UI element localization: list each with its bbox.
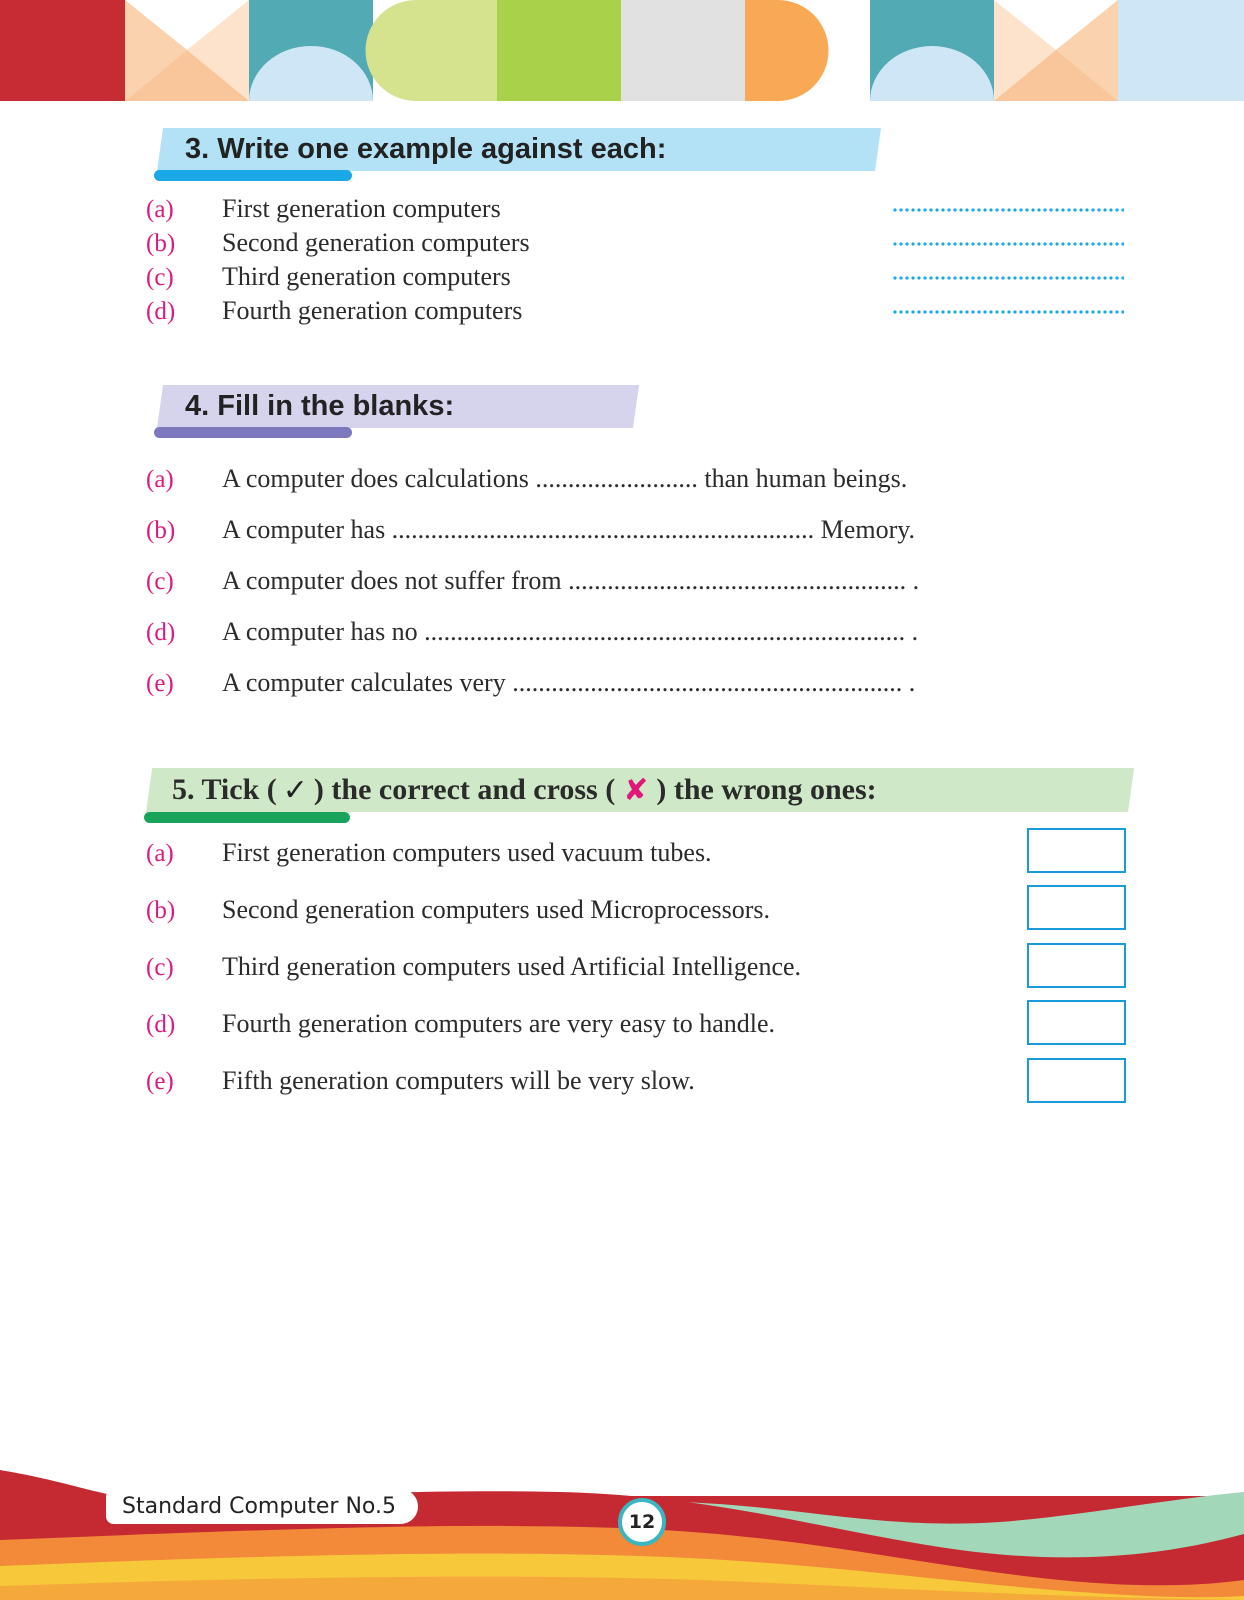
section-4-underline bbox=[154, 427, 352, 438]
answer-box[interactable] bbox=[1027, 828, 1126, 873]
item-letter: (c) bbox=[146, 568, 174, 595]
item-letter: (e) bbox=[146, 1068, 174, 1095]
item-letter: (b) bbox=[146, 517, 176, 544]
section-5-title-part2: ) the correct and cross ( bbox=[313, 773, 616, 806]
section-5-header bbox=[146, 768, 1134, 812]
list-item bbox=[146, 895, 770, 925]
item-text: Third generation computers used Artificial Intelligence. bbox=[222, 952, 802, 981]
answer-dotted-line[interactable] bbox=[892, 276, 1124, 280]
tick-icon: ✓ bbox=[282, 772, 308, 808]
item-text: Fourth generation computers are very easy to handle. bbox=[222, 1009, 776, 1038]
item-text[interactable]: A computer has no .......................................................................... . bbox=[222, 617, 919, 646]
section-3-title: 3. Write one example against each: bbox=[185, 133, 667, 165]
answer-dotted-line[interactable] bbox=[892, 208, 1124, 212]
item-letter: (a) bbox=[146, 466, 174, 493]
list-item bbox=[146, 668, 915, 698]
answer-dotted-line[interactable] bbox=[892, 310, 1124, 314]
list-item bbox=[146, 194, 501, 224]
cross-icon: ✘ bbox=[623, 772, 649, 808]
item-text: Third generation computers bbox=[222, 262, 511, 291]
item-letter: (c) bbox=[146, 264, 174, 291]
item-letter: (a) bbox=[146, 196, 174, 223]
item-text: First generation computers bbox=[222, 194, 501, 223]
list-item bbox=[146, 838, 712, 868]
item-text[interactable]: A computer calculates very ............................................................ . bbox=[222, 668, 916, 697]
list-item bbox=[146, 296, 522, 326]
list-item bbox=[146, 262, 511, 292]
section-3-header bbox=[157, 128, 881, 171]
item-text[interactable]: A computer does calculations ......................... than human beings. bbox=[222, 464, 908, 493]
item-letter: (b) bbox=[146, 230, 176, 257]
list-item bbox=[146, 1009, 775, 1039]
item-letter: (a) bbox=[146, 840, 174, 867]
answer-dotted-line[interactable] bbox=[892, 242, 1124, 246]
answer-box[interactable] bbox=[1027, 885, 1126, 930]
section-3-underline bbox=[154, 170, 352, 181]
section-5-title-part3: ) the wrong ones: bbox=[656, 773, 877, 806]
item-letter: (e) bbox=[146, 670, 174, 697]
list-item bbox=[146, 566, 919, 596]
item-text: Second generation computers bbox=[222, 228, 530, 257]
section-4-header bbox=[157, 385, 639, 428]
list-item bbox=[146, 952, 801, 982]
section-4-title: 4. Fill in the blanks: bbox=[185, 390, 455, 422]
item-letter: (c) bbox=[146, 954, 174, 981]
item-letter: (d) bbox=[146, 619, 176, 646]
item-text[interactable]: A computer does not suffer from .................................................... . bbox=[222, 566, 920, 595]
top-decorative-banner bbox=[0, 0, 1244, 101]
item-text: Fifth generation computers will be very slow. bbox=[222, 1066, 695, 1095]
book-title: Standard Computer No.5 bbox=[106, 1489, 418, 1524]
answer-box[interactable] bbox=[1027, 943, 1126, 988]
item-text[interactable]: A computer has ................................................................. Memory. bbox=[222, 515, 916, 544]
item-letter: (d) bbox=[146, 298, 176, 325]
list-item bbox=[146, 1066, 695, 1096]
section-5-underline bbox=[144, 812, 350, 823]
item-letter: (d) bbox=[146, 1011, 176, 1038]
page-number: 12 bbox=[618, 1498, 666, 1546]
section-5-title bbox=[172, 768, 877, 812]
section-5-title-part1: 5. Tick ( bbox=[172, 773, 277, 806]
answer-box[interactable] bbox=[1027, 1058, 1126, 1103]
list-item bbox=[146, 515, 915, 545]
item-letter: (b) bbox=[146, 897, 176, 924]
item-text: Second generation computers used Microprocessors. bbox=[222, 895, 771, 924]
item-text: First generation computers used vacuum tubes. bbox=[222, 838, 712, 867]
list-item bbox=[146, 228, 530, 258]
list-item bbox=[146, 464, 907, 494]
answer-box[interactable] bbox=[1027, 1000, 1126, 1045]
item-text: Fourth generation computers bbox=[222, 296, 523, 325]
list-item bbox=[146, 617, 918, 647]
